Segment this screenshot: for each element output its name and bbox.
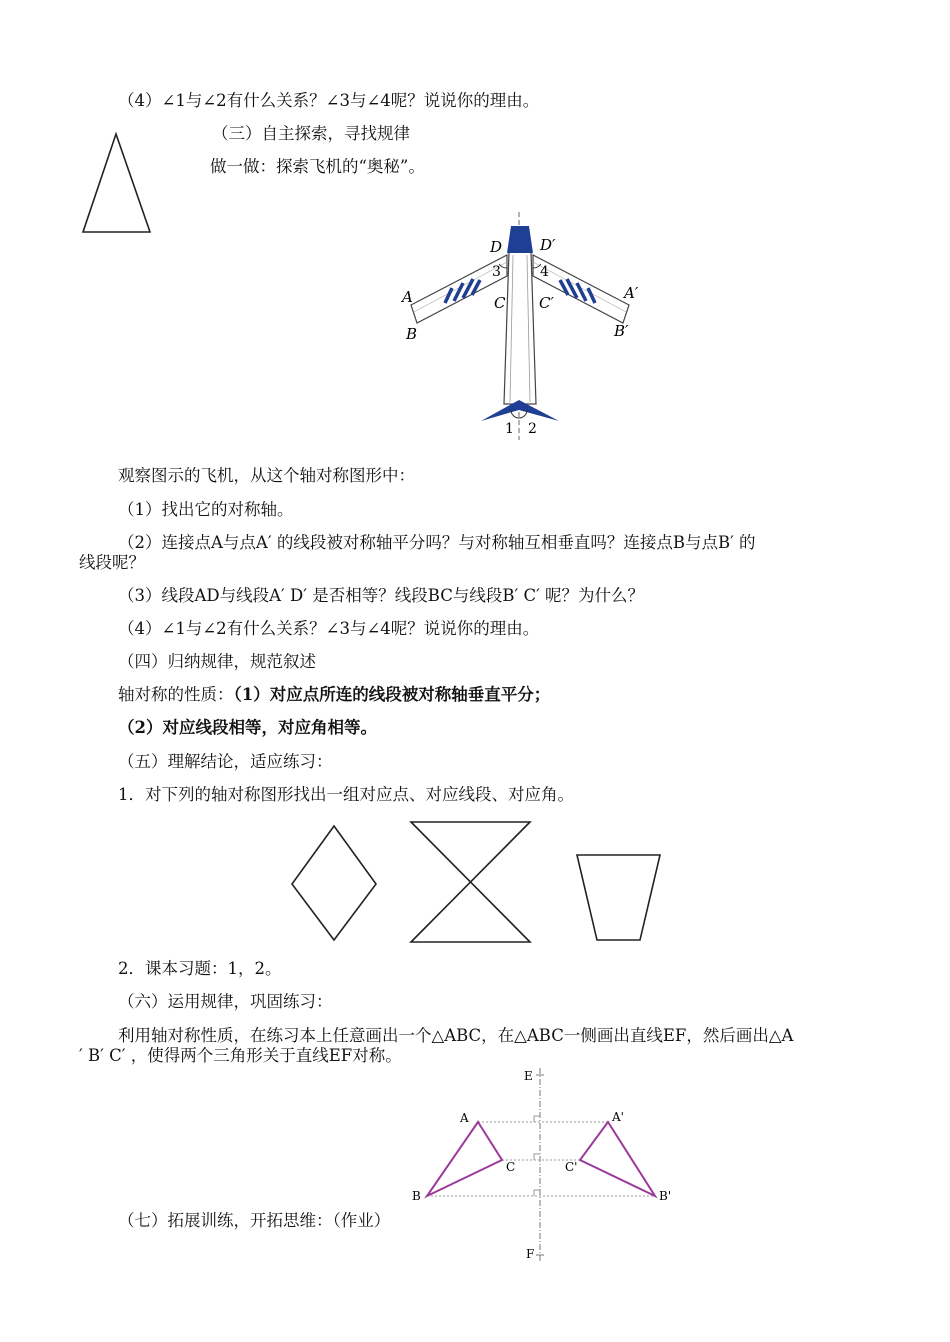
- section-7-heading: （七）拓展训练，开拓思维：（作业）: [118, 1211, 391, 1230]
- label-B-prime: B': [659, 1189, 672, 1203]
- label-C: C: [506, 1160, 516, 1174]
- question-2-line-2: 线段呢？: [79, 553, 145, 572]
- triangle-abc-prime: [580, 1122, 655, 1196]
- property-1: （1）对应点所连的线段被对称轴垂直平分；: [233, 685, 551, 704]
- plane-label-A: A: [402, 288, 413, 306]
- plane-label-C: C: [494, 294, 506, 312]
- label-C-prime: C': [565, 1160, 578, 1174]
- plane-label-4: 4: [540, 264, 549, 280]
- plane-label-3: 3: [492, 264, 501, 280]
- question-2-line-1: （2）连接点A与点A′ 的线段被对称轴平分吗？与对称轴互相垂直吗？连接点B与点B′ 的: [118, 533, 756, 552]
- label-F: F: [526, 1247, 535, 1261]
- plane-label-C-prime: C′: [539, 294, 554, 312]
- label-A-prime: A': [612, 1110, 624, 1124]
- plane-label-D-prime: D′: [540, 236, 556, 254]
- property-2: （2）对应线段相等，对应角相等。: [118, 718, 377, 737]
- apply-text-line-2: ′ B′ C′ ，使得两个三角形关于直线EF对称。: [79, 1046, 402, 1065]
- plane-label-B: B: [406, 325, 418, 343]
- question-4-top: （4）∠1与∠2有什么关系？∠3与∠4呢？说说你的理由。: [118, 91, 540, 110]
- plane-label-2: 2: [528, 421, 537, 437]
- exercise-1: 1．对下列的轴对称图形找出一组对应点、对应线段、对应角。: [118, 785, 574, 804]
- observe-text: 观察图示的飞机，从这个轴对称图形中：: [118, 466, 415, 485]
- triangle-abc: [427, 1122, 502, 1196]
- apply-text-line-1: 利用轴对称性质，在练习本上任意画出一个△ABC，在△ABC一侧画出直线EF，然后画出△A: [118, 1026, 794, 1045]
- question-1: （1）找出它的对称轴。: [118, 500, 294, 519]
- exercise-2: 2．课本习题：1，2。: [118, 959, 282, 978]
- plane-label-A-prime: A′: [624, 284, 639, 302]
- question-4: （4）∠1与∠2有什么关系？∠3与∠4呢？说说你的理由。: [118, 619, 540, 638]
- plane-label-1: 1: [505, 421, 514, 437]
- question-3: （3）线段AD与线段A′ D′ 是否相等？线段BC与线段B′ C′ 呢？为什么？: [118, 586, 645, 605]
- label-A: A: [460, 1111, 469, 1125]
- section-6-heading: （六）运用规律，巩固练习：: [118, 992, 333, 1011]
- label-E: E: [524, 1069, 533, 1083]
- plane-label-B-prime: B′: [614, 322, 629, 340]
- label-B: B: [412, 1189, 421, 1203]
- section-4-heading: （四）归纳规律，规范叙述: [118, 652, 316, 671]
- plane-label-D: D: [490, 238, 503, 256]
- do-it-heading: 做一做：探索飞机的“奥秘”。: [210, 157, 425, 176]
- section-3-heading: （三）自主探索，寻找规律: [212, 124, 410, 143]
- section-5-heading: （五）理解结论，适应练习：: [118, 752, 333, 771]
- property-label: 轴对称的性质：: [118, 685, 234, 704]
